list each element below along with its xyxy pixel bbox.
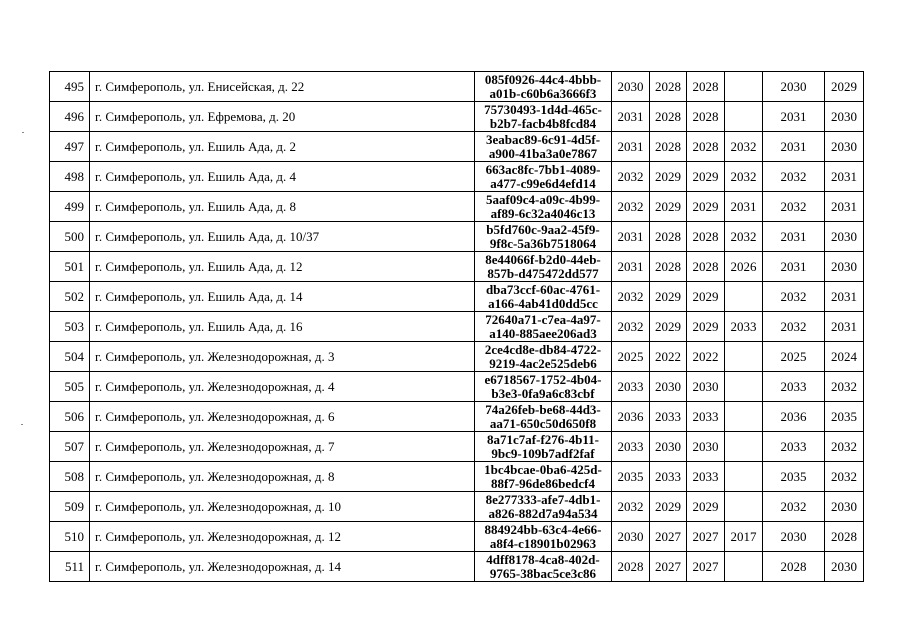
row-number: 502	[50, 282, 90, 312]
table-row	[50, 252, 864, 282]
table-row	[50, 372, 864, 402]
year-cell-3: 2029	[687, 192, 725, 222]
identifier-line-2: 9219-4ac2e525deb6	[489, 355, 597, 371]
year-cell-2: 2029	[650, 162, 687, 192]
identifier-line-2: a8f4-c18901b02963	[489, 535, 597, 551]
year-cell-4	[725, 402, 763, 432]
year-cell-1: 2030	[612, 72, 650, 102]
year-cell-1: 2031	[612, 132, 650, 162]
address-cell: г. Симферополь, ул. Ешиль Ада, д. 8	[90, 192, 475, 222]
identifier-cell	[475, 342, 612, 372]
identifier-line-1: 884924bb-63c4-4e66-	[484, 521, 602, 537]
year-cell-3: 2028	[687, 222, 725, 252]
row-number: 509	[50, 492, 90, 522]
identifier-line-2: 9bc9-109b7adf2faf	[491, 445, 595, 461]
table-row	[50, 132, 864, 162]
year-cell-2: 2028	[650, 72, 687, 102]
year-cell-4: 2026	[725, 252, 763, 282]
table-row	[50, 402, 864, 432]
identifier-cell	[475, 72, 612, 102]
year-cell-6: 2029	[825, 72, 864, 102]
year-cell-4	[725, 462, 763, 492]
year-cell-1: 2031	[612, 102, 650, 132]
row-number: 508	[50, 462, 90, 492]
identifier-line-1: 8e277333-afe7-4db1-	[485, 491, 601, 507]
identifier-line-1: 2ce4cd8e-db84-4722-	[484, 341, 602, 357]
year-cell-3: 2028	[687, 72, 725, 102]
address-cell: г. Симферополь, ул. Енисейская, д. 22	[90, 72, 475, 102]
identifier-line-1: 72640a71-c7ea-4a97-	[485, 311, 601, 327]
year-cell-6: 2030	[825, 552, 864, 582]
year-cell-4	[725, 492, 763, 522]
year-cell-1: 2032	[612, 192, 650, 222]
scan-speck	[22, 132, 24, 133]
year-cell-4: 2032	[725, 132, 763, 162]
year-cell-6: 2030	[825, 132, 864, 162]
row-number: 499	[50, 192, 90, 222]
table-row	[50, 342, 864, 372]
year-cell-5: 2028	[763, 552, 825, 582]
table-row	[50, 552, 864, 582]
year-cell-5: 2031	[763, 102, 825, 132]
row-number: 503	[50, 312, 90, 342]
year-cell-6: 2024	[825, 342, 864, 372]
identifier-cell	[475, 282, 612, 312]
year-cell-4	[725, 282, 763, 312]
identifier-cell	[475, 462, 612, 492]
identifier-line-2: 9765-38bac5ce3c86	[489, 565, 597, 581]
identifier-cell	[475, 522, 612, 552]
year-cell-3: 2030	[687, 372, 725, 402]
identifier-line-1: dba73ccf-60ac-4761-	[485, 281, 601, 297]
table-row	[50, 282, 864, 312]
table-body	[50, 72, 864, 582]
year-cell-2: 2028	[650, 222, 687, 252]
identifier-line-2: a166-4ab41d0dd5cc	[488, 295, 598, 311]
identifier-cell	[475, 192, 612, 222]
address-cell: г. Симферополь, ул. Ешиль Ада, д. 12	[90, 252, 475, 282]
year-cell-5: 2030	[763, 522, 825, 552]
identifier-line-1: 74a26feb-be68-44d3-	[485, 401, 601, 417]
year-cell-6: 2030	[825, 102, 864, 132]
year-cell-3: 2030	[687, 432, 725, 462]
year-cell-1: 2033	[612, 432, 650, 462]
identifier-cell	[475, 312, 612, 342]
year-cell-5: 2032	[763, 162, 825, 192]
identifier-line-1: 8e44066f-b2d0-44eb-	[485, 251, 601, 267]
year-cell-3: 2028	[687, 102, 725, 132]
identifier-line-2: 857b-d475472dd577	[487, 265, 599, 281]
year-cell-2: 2028	[650, 252, 687, 282]
housing-register-table	[49, 71, 864, 582]
row-number: 496	[50, 102, 90, 132]
year-cell-4	[725, 342, 763, 372]
year-cell-4: 2032	[725, 162, 763, 192]
address-cell: г. Симферополь, ул. Ешиль Ада, д. 2	[90, 132, 475, 162]
year-cell-1: 2032	[612, 162, 650, 192]
year-cell-2: 2033	[650, 462, 687, 492]
year-cell-1: 2035	[612, 462, 650, 492]
year-cell-1: 2032	[612, 282, 650, 312]
year-cell-5: 2030	[763, 72, 825, 102]
row-number: 505	[50, 372, 90, 402]
identifier-cell	[475, 432, 612, 462]
identifier-cell	[475, 402, 612, 432]
year-cell-2: 2033	[650, 402, 687, 432]
identifier-line-1: 3eabac89-6c91-4d5f-	[485, 131, 601, 147]
identifier-cell	[475, 492, 612, 522]
year-cell-1: 2033	[612, 372, 650, 402]
identifier-cell	[475, 162, 612, 192]
row-number: 495	[50, 72, 90, 102]
row-number: 511	[50, 552, 90, 582]
year-cell-4	[725, 102, 763, 132]
year-cell-1: 2032	[612, 312, 650, 342]
year-cell-6: 2030	[825, 492, 864, 522]
year-cell-1: 2036	[612, 402, 650, 432]
identifier-line-2: a826-882d7a94a534	[488, 505, 598, 521]
identifier-line-2: a01b-c60b6a3666f3	[489, 85, 597, 101]
year-cell-5: 2032	[763, 492, 825, 522]
scan-speck	[21, 424, 23, 425]
year-cell-3: 2022	[687, 342, 725, 372]
year-cell-5: 2031	[763, 222, 825, 252]
identifier-line-2: af89-6c32a4046c13	[490, 205, 596, 221]
year-cell-3: 2028	[687, 252, 725, 282]
table-row	[50, 72, 864, 102]
row-number: 506	[50, 402, 90, 432]
year-cell-2: 2029	[650, 192, 687, 222]
year-cell-4	[725, 372, 763, 402]
identifier-line-1: e6718567-1752-4b04-	[484, 371, 602, 387]
address-cell: г. Симферополь, ул. Железнодорожная, д. 4	[90, 372, 475, 402]
identifier-line-1: 4dff8178-4ca8-402d-	[486, 551, 600, 567]
table-row	[50, 162, 864, 192]
year-cell-2: 2030	[650, 432, 687, 462]
year-cell-4: 2033	[725, 312, 763, 342]
identifier-line-2: aa71-650c50d650f8	[489, 415, 597, 431]
address-cell: г. Симферополь, ул. Железнодорожная, д. 3	[90, 342, 475, 372]
year-cell-4	[725, 432, 763, 462]
identifier-line-1: 085f0926-44c4-4bbb-	[484, 71, 602, 87]
address-cell: г. Симферополь, ул. Железнодорожная, д. 8	[90, 462, 475, 492]
table-row	[50, 222, 864, 252]
year-cell-5: 2032	[763, 312, 825, 342]
address-cell: г. Симферополь, ул. Железнодорожная, д. 12	[90, 522, 475, 552]
year-cell-1: 2025	[612, 342, 650, 372]
year-cell-3: 2033	[687, 462, 725, 492]
year-cell-3: 2029	[687, 312, 725, 342]
identifier-line-1: 8a71c7af-f276-4b11-	[487, 431, 599, 447]
year-cell-3: 2028	[687, 132, 725, 162]
identifier-line-2: 88f7-96de86bedcf4	[491, 475, 595, 491]
year-cell-5: 2036	[763, 402, 825, 432]
year-cell-2: 2027	[650, 552, 687, 582]
year-cell-1: 2031	[612, 222, 650, 252]
identifier-line-2: a140-885aee206ad3	[489, 325, 597, 341]
year-cell-6: 2028	[825, 522, 864, 552]
table-row	[50, 462, 864, 492]
identifier-line-1: 1bc4bcae-0ba6-425d-	[484, 461, 602, 477]
year-cell-6: 2031	[825, 282, 864, 312]
identifier-cell	[475, 372, 612, 402]
year-cell-5: 2031	[763, 252, 825, 282]
table-row	[50, 492, 864, 522]
year-cell-6: 2030	[825, 222, 864, 252]
row-number: 504	[50, 342, 90, 372]
row-number: 501	[50, 252, 90, 282]
year-cell-3: 2027	[687, 522, 725, 552]
identifier-line-2: 9f8c-5a36b7518064	[489, 235, 597, 251]
year-cell-6: 2031	[825, 192, 864, 222]
year-cell-3: 2033	[687, 402, 725, 432]
year-cell-2: 2022	[650, 342, 687, 372]
identifier-line-2: b2b7-facb4b8fcd84	[489, 115, 597, 131]
row-number: 510	[50, 522, 90, 552]
row-number: 498	[50, 162, 90, 192]
year-cell-5: 2032	[763, 192, 825, 222]
year-cell-2: 2028	[650, 132, 687, 162]
table-row	[50, 192, 864, 222]
row-number: 507	[50, 432, 90, 462]
table-row	[50, 102, 864, 132]
year-cell-5: 2025	[763, 342, 825, 372]
year-cell-4	[725, 72, 763, 102]
year-cell-1: 2030	[612, 522, 650, 552]
identifier-line-1: 75730493-1d4d-465c-	[484, 101, 602, 117]
address-cell: г. Симферополь, ул. Ешиль Ада, д. 10/37	[90, 222, 475, 252]
year-cell-6: 2032	[825, 432, 864, 462]
year-cell-4: 2031	[725, 192, 763, 222]
year-cell-2: 2029	[650, 282, 687, 312]
year-cell-4: 2032	[725, 222, 763, 252]
identifier-line-1: 663ac8fc-7bb1-4089-	[485, 161, 601, 177]
year-cell-6: 2030	[825, 252, 864, 282]
address-cell: г. Симферополь, ул. Ешиль Ада, д. 14	[90, 282, 475, 312]
identifier-line-2: a477-c99e6d4efd14	[490, 175, 596, 191]
year-cell-6: 2031	[825, 162, 864, 192]
year-cell-2: 2029	[650, 492, 687, 522]
year-cell-1: 2031	[612, 252, 650, 282]
address-cell: г. Симферополь, ул. Железнодорожная, д. 6	[90, 402, 475, 432]
identifier-line-1: 5aaf09c4-a09c-4b99-	[485, 191, 601, 207]
year-cell-6: 2032	[825, 462, 864, 492]
address-cell: г. Симферополь, ул. Ешиль Ада, д. 4	[90, 162, 475, 192]
identifier-cell	[475, 102, 612, 132]
year-cell-5: 2032	[763, 282, 825, 312]
row-number: 500	[50, 222, 90, 252]
year-cell-6: 2031	[825, 312, 864, 342]
identifier-cell	[475, 252, 612, 282]
year-cell-5: 2033	[763, 372, 825, 402]
table-row	[50, 432, 864, 462]
year-cell-2: 2027	[650, 522, 687, 552]
year-cell-4: 2017	[725, 522, 763, 552]
address-cell: г. Симферополь, ул. Ефремова, д. 20	[90, 102, 475, 132]
year-cell-1: 2028	[612, 552, 650, 582]
identifier-line-2: b3e3-0fa9a6c83cbf	[491, 385, 595, 401]
year-cell-5: 2033	[763, 432, 825, 462]
address-cell: г. Симферополь, ул. Ешиль Ада, д. 16	[90, 312, 475, 342]
year-cell-2: 2028	[650, 102, 687, 132]
identifier-line-2: a900-41ba3a0e7867	[488, 145, 598, 161]
year-cell-2: 2030	[650, 372, 687, 402]
table-row	[50, 312, 864, 342]
year-cell-5: 2031	[763, 132, 825, 162]
identifier-cell	[475, 222, 612, 252]
address-cell: г. Симферополь, ул. Железнодорожная, д. 7	[90, 432, 475, 462]
year-cell-6: 2035	[825, 402, 864, 432]
identifier-line-1: b5fd760c-9aa2-45f9-	[486, 221, 600, 237]
year-cell-3: 2029	[687, 282, 725, 312]
address-cell: г. Симферополь, ул. Железнодорожная, д. 10	[90, 492, 475, 522]
year-cell-3: 2027	[687, 552, 725, 582]
table-row	[50, 522, 864, 552]
year-cell-5: 2035	[763, 462, 825, 492]
year-cell-4	[725, 552, 763, 582]
year-cell-3: 2029	[687, 492, 725, 522]
year-cell-6: 2032	[825, 372, 864, 402]
year-cell-1: 2032	[612, 492, 650, 522]
year-cell-3: 2029	[687, 162, 725, 192]
address-cell: г. Симферополь, ул. Железнодорожная, д. 14	[90, 552, 475, 582]
identifier-cell	[475, 132, 612, 162]
row-number: 497	[50, 132, 90, 162]
year-cell-2: 2029	[650, 312, 687, 342]
identifier-cell	[475, 552, 612, 582]
